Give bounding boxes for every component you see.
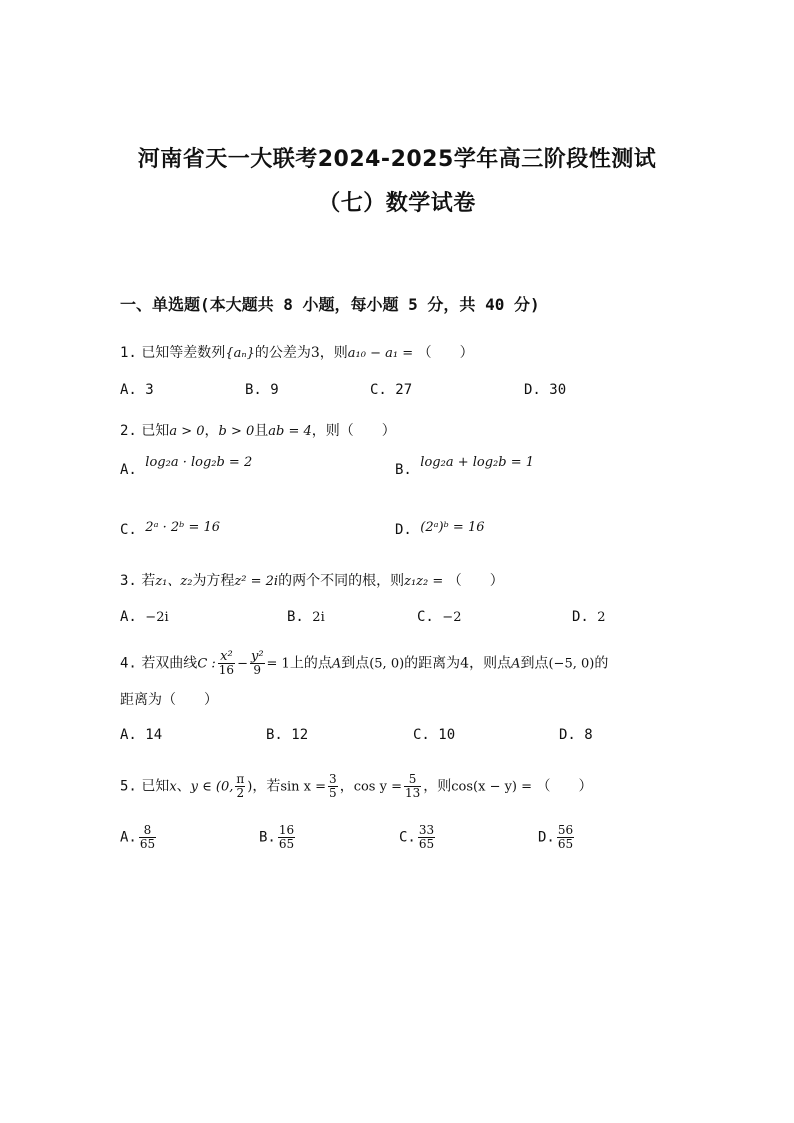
option-label: B.	[266, 727, 283, 743]
fraction-numerator: 3	[329, 772, 337, 786]
question-text: 的距离为4，则点	[404, 655, 512, 672]
option-d	[538, 824, 576, 851]
option-fraction	[557, 824, 574, 851]
option-label: A.	[120, 829, 137, 846]
fraction-denominator: 13	[404, 786, 421, 800]
option-label: C.	[417, 609, 434, 625]
math-expression: a > 0	[169, 424, 205, 439]
option-a	[120, 382, 154, 398]
option-text: log₂a + log₂b = 1	[420, 455, 534, 470]
question-text: 的公差为3，则	[254, 345, 348, 361]
question-text: 上的点	[289, 655, 332, 672]
question-text: ，	[339, 778, 354, 795]
option-c	[120, 522, 220, 538]
question-number: 2.	[120, 423, 137, 439]
math-expression: C :	[197, 656, 216, 672]
option-a	[120, 455, 253, 478]
question-number: 4.	[120, 655, 137, 672]
question-1	[120, 342, 474, 362]
option-text: 8	[584, 727, 593, 743]
question-4	[120, 650, 608, 677]
option-label: C.	[399, 829, 416, 846]
option-b	[287, 609, 325, 625]
option-text: 30	[549, 382, 567, 398]
option-d	[572, 609, 606, 625]
option-label: D.	[524, 382, 541, 398]
option-fraction	[278, 824, 295, 851]
question-2	[120, 420, 396, 440]
option-fraction	[139, 824, 156, 851]
answer-blank: （ ）	[536, 778, 593, 795]
option-label: A.	[120, 609, 137, 625]
math-expression: a₁₀ − a₁ =	[347, 346, 414, 361]
option-a	[120, 727, 162, 743]
fraction-numerator: 56	[557, 823, 574, 837]
option-label: B.	[259, 829, 276, 846]
question-text: ，若	[252, 778, 281, 795]
option-b	[395, 455, 534, 478]
option-label: D.	[572, 609, 589, 625]
option-label: D.	[538, 829, 555, 846]
option-d	[524, 382, 566, 398]
option-label: B.	[245, 382, 262, 398]
math-expression: sin x =	[280, 779, 327, 795]
equation-rhs: = 1	[266, 656, 290, 672]
option-label: C.	[120, 522, 137, 538]
question-number: 5.	[120, 778, 137, 795]
option-label: C.	[413, 727, 430, 743]
fraction	[404, 773, 421, 800]
option-text: (2ᵃ)ᵇ = 16	[420, 520, 485, 535]
option-text: 2ᵃ · 2ᵇ = 16	[145, 520, 221, 535]
option-label: D.	[395, 522, 412, 538]
fraction-denominator: 9	[253, 663, 262, 677]
math-expression: (−5, 0)	[548, 656, 595, 672]
option-d	[559, 727, 593, 743]
math-expression: z² = 2i	[234, 574, 279, 589]
fraction	[218, 650, 235, 677]
option-c	[413, 727, 455, 743]
option-label: B.	[395, 462, 412, 478]
option-label: A.	[120, 382, 137, 398]
option-c	[370, 382, 412, 398]
question-text: 到点	[520, 655, 549, 672]
option-b	[259, 824, 297, 851]
option-label: D.	[559, 727, 576, 743]
fraction-denominator: 65	[418, 837, 435, 851]
question-text: ，	[204, 423, 219, 439]
question-text: 为方程	[192, 573, 235, 589]
option-text: −2i	[145, 610, 169, 625]
fraction-numerator: y²	[250, 649, 264, 664]
fraction-numerator: 16	[278, 823, 295, 837]
math-expression: b > 0	[218, 424, 255, 439]
question-text: 、	[176, 778, 191, 795]
fraction-numerator: x²	[218, 650, 235, 664]
question-text: 且	[254, 423, 269, 439]
option-text: 10	[438, 727, 456, 743]
option-c	[417, 609, 461, 625]
question-text: 已知	[141, 778, 170, 795]
option-a	[120, 609, 169, 625]
fraction-numerator: 33	[418, 823, 435, 837]
fraction-denominator: 2	[236, 786, 245, 800]
fraction-numerator: 8	[139, 824, 156, 838]
math-expression: (5, 0)	[369, 656, 405, 672]
math-expression: y ∈ (0,	[190, 779, 234, 795]
option-text: 3	[145, 382, 154, 398]
fraction-denominator: 16	[218, 663, 235, 677]
math-expression: z₁z₂ =	[404, 574, 444, 589]
question-text: 的两个不同的根，则	[278, 573, 405, 589]
question-text: 到点	[341, 655, 370, 672]
fraction-denominator: 5	[329, 786, 337, 800]
option-fraction	[418, 824, 435, 851]
answer-blank: （ ）	[417, 345, 474, 361]
option-label: A.	[120, 462, 137, 478]
question-text: 的	[594, 655, 609, 672]
answer-blank: （ ）	[447, 573, 504, 589]
fraction	[235, 773, 245, 800]
minus-sign: −	[237, 656, 248, 672]
question-text: ，则	[423, 778, 452, 795]
option-b	[266, 727, 308, 743]
math-expression: cos y =	[353, 779, 402, 795]
option-text: 12	[291, 727, 309, 743]
question-text: 已知等差数列	[141, 345, 226, 361]
option-text: 14	[145, 727, 163, 743]
option-text: 2	[597, 610, 606, 625]
question-number: 3.	[120, 573, 137, 589]
option-a	[120, 824, 158, 851]
option-text: 2i	[312, 610, 325, 625]
option-label: B.	[287, 609, 304, 625]
question-text: 若双曲线	[141, 655, 198, 672]
question-number: 1.	[120, 345, 137, 361]
fraction-denominator: 65	[139, 837, 156, 851]
fraction-denominator: 65	[278, 837, 295, 851]
option-c	[399, 824, 437, 851]
math-expression: x	[169, 779, 177, 795]
option-label: C.	[370, 382, 387, 398]
math-expression: cos(x − y) =	[451, 779, 533, 795]
question-text: ，则（ ）	[311, 423, 396, 439]
fraction-numerator: π	[236, 772, 245, 786]
fraction	[250, 650, 265, 677]
option-text: log₂a · log₂b = 2	[145, 455, 253, 470]
fraction-numerator: 5	[404, 773, 421, 787]
math-expression: ab = 4	[268, 424, 312, 439]
option-text: 27	[395, 382, 413, 398]
option-text: −2	[442, 610, 462, 625]
question-text: 已知	[141, 423, 170, 439]
exam-title-line-2: （七）数学试卷	[318, 191, 476, 216]
option-d	[395, 522, 485, 538]
fraction	[328, 773, 338, 800]
fraction-denominator: 65	[557, 837, 574, 851]
math-expression: A	[331, 656, 342, 672]
option-text: 9	[270, 382, 279, 398]
question-4-continuation: 距离为（ ）	[120, 692, 218, 708]
section-heading: 一、单选题(本大题共 8 小题，每小题 5 分，共 40 分)	[120, 295, 540, 314]
question-text: 若	[141, 573, 156, 589]
math-expression: {aₙ}	[225, 346, 255, 361]
exam-title-line-1: 河南省天一大联考2024-2025学年高三阶段性测试	[137, 147, 657, 172]
question-5	[120, 773, 592, 800]
math-expression: )	[247, 779, 253, 795]
question-3	[120, 570, 504, 590]
math-expression: A	[511, 656, 521, 672]
math-expression: z₁、z₂	[155, 574, 193, 589]
option-label: A.	[120, 727, 137, 743]
option-b	[245, 382, 279, 398]
